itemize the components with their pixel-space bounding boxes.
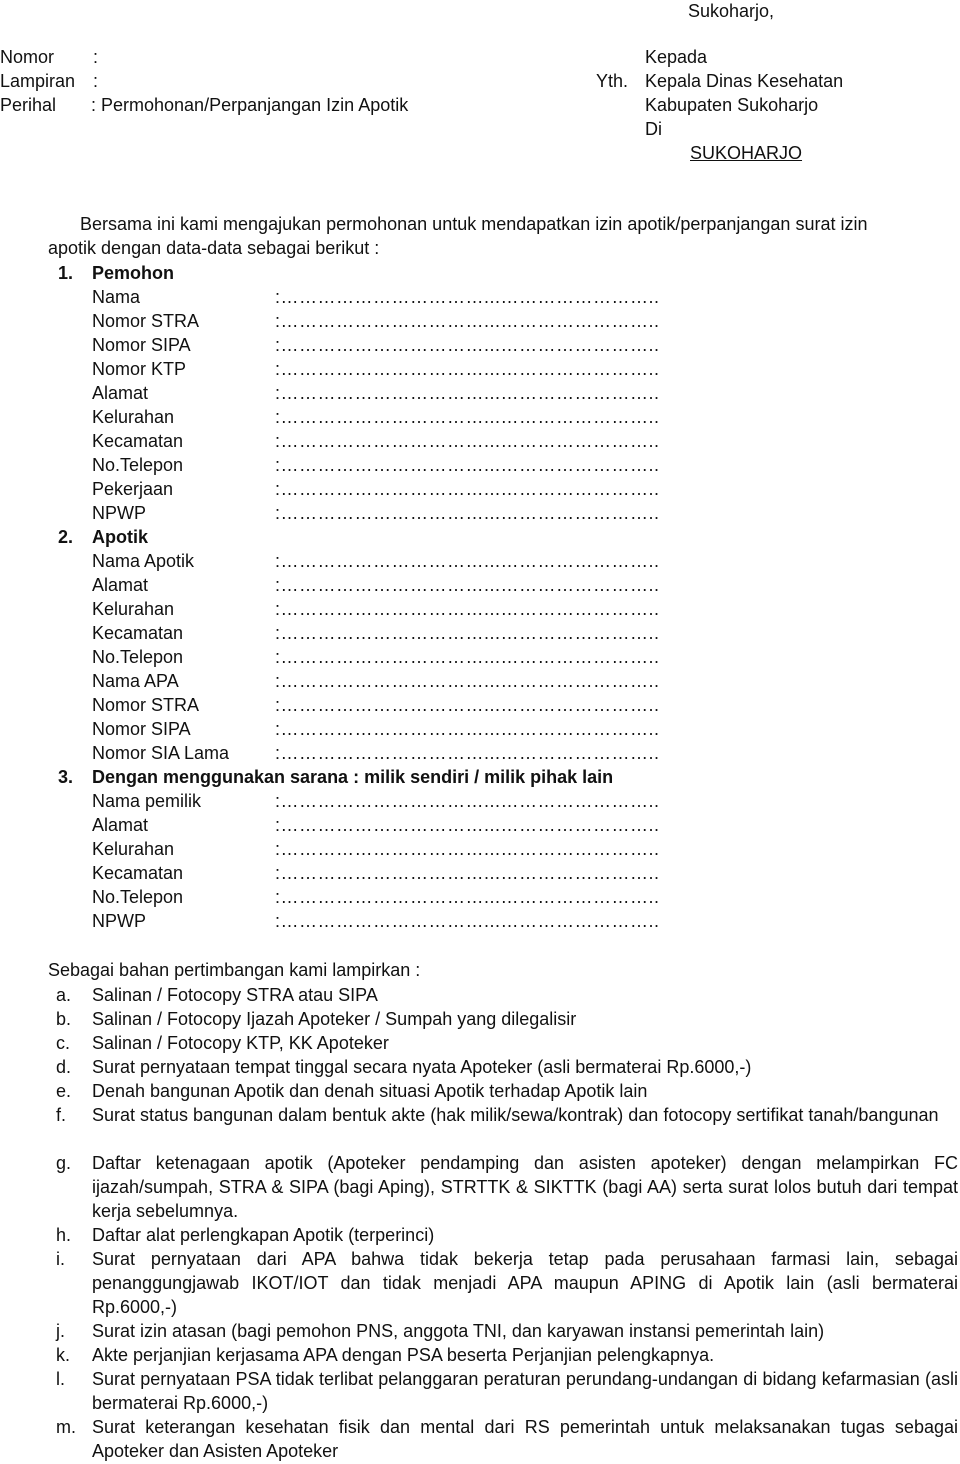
place-date: Sukoharjo, (688, 1, 775, 21)
nomor-colon: : (93, 47, 99, 67)
field-fill-line[interactable]: :……………………………...…………………….. (275, 407, 660, 427)
field-fill-line[interactable]: :……………………………...…………………….. (275, 383, 660, 403)
attachment-letter: h. (56, 1225, 72, 1245)
kepada: Kepada (645, 47, 708, 67)
attachment-text: Surat keterangan kesehatan fisik dan mental dari RS pemerintah untuk melaksanakan tugas sebagai Apoteker dan Asisten Apoteker (92, 1417, 958, 1461)
field-label: Nomor SIPA (92, 335, 191, 355)
field-label: Alamat (92, 383, 149, 403)
yth: Yth. (596, 71, 629, 91)
field-label: Nama pemilik (92, 791, 202, 811)
lampiran-label: Lampiran (0, 71, 76, 91)
field-label: Kelurahan (92, 839, 175, 859)
field-label: Kelurahan (92, 599, 175, 619)
field-fill-line[interactable]: :……………………………...…………………….. (275, 551, 660, 571)
field-fill-line[interactable]: :……………………………...…………………….. (275, 839, 660, 859)
field-fill-line[interactable]: :……………………………...…………………….. (275, 287, 660, 307)
field-label: Nama Apotik (92, 551, 195, 571)
field-label: Kecamatan (92, 623, 184, 643)
field-fill-line[interactable]: :……………………………...…………………….. (275, 575, 660, 595)
field-fill-line[interactable]: :……………………………...…………………….. (275, 503, 660, 523)
field-fill-line[interactable]: :……………………………...…………………….. (275, 719, 660, 739)
field-label: Nomor SIPA (92, 719, 191, 739)
field-label: No.Telepon (92, 887, 184, 907)
field-fill-line[interactable]: :……………………………...…………………….. (275, 479, 660, 499)
lampiran-colon: : (93, 71, 99, 91)
attachment-letter: d. (56, 1057, 72, 1077)
field-label: Nomor STRA (92, 695, 200, 715)
attachment-text: Salinan / Fotocopy STRA atau SIPA (92, 985, 378, 1005)
attachment-letter: b. (56, 1009, 72, 1029)
field-label: Alamat (92, 575, 149, 595)
field-label: No.Telepon (92, 455, 184, 475)
city: SUKOHARJO (690, 143, 803, 163)
field-label: Kecamatan (92, 431, 184, 451)
field-fill-line[interactable]: :……………………………...…………………….. (275, 671, 660, 691)
attachment-letter: c. (56, 1033, 71, 1053)
field-fill-line[interactable]: :……………………………...…………………….. (275, 455, 660, 475)
attachment-text: Salinan / Fotocopy Ijazah Apoteker / Sumpah yang dilegalisir (92, 1009, 577, 1029)
attachment-letter: f. (56, 1105, 67, 1125)
perihal-label: Perihal (0, 95, 57, 115)
field-fill-line[interactable]: :……………………………...…………………….. (275, 599, 660, 619)
field-fill-line[interactable]: :……………………………...…………………….. (275, 431, 660, 451)
attachment-letter: k. (56, 1345, 71, 1365)
recipient-line-2: Kabupaten Sukoharjo (645, 95, 819, 115)
intro-line-2: apotik dengan data-data sebagai berikut : (48, 238, 380, 258)
attachment-letter: a. (56, 985, 72, 1005)
field-label: Nama (92, 287, 141, 307)
attachment-text: Surat pernyataan PSA tidak terlibat pelanggaran peraturan perundang-undangan di bidang kefarmasian (asli bermaterai Rp.6000,-) (92, 1369, 958, 1413)
field-label: Nomor KTP (92, 359, 187, 379)
attachment-text: Daftar ketenagaan apotik (Apoteker pendamping dan asisten apoteker) dengan melampirkan FC ijazah/sumpah, STRA & SIPA (bagi Aping), STRTTK & SIKTTK (bagi AA) serta surat lolos butuh dari tempat kerja sebelumnya. (92, 1153, 958, 1221)
attachment-letter: i. (56, 1249, 65, 1269)
field-label: Alamat (92, 815, 149, 835)
field-fill-line[interactable]: :……………………………...…………………….. (275, 743, 660, 763)
attachment-text: Surat pernyataan dari APA bahwa tidak bekerja tetap pada perusahaan farmasi lain, sebagai penanggungjawab IKOT/IOT dan tidak menjadi APA maupun APING di Apotik lain (asli bermaterai Rp.6000,-) (92, 1249, 958, 1317)
field-fill-line[interactable]: :……………………………...…………………….. (275, 863, 660, 883)
di: Di (645, 119, 662, 139)
field-fill-line[interactable]: :……………………………...…………………….. (275, 647, 660, 667)
perihal-value: : Permohonan/Perpanjangan Izin Apotik (91, 95, 409, 115)
field-label: No.Telepon (92, 647, 184, 667)
attachment-text: Surat izin atasan (bagi pemohon PNS, anggota TNI, dan karyawan instansi pemerintah lain) (92, 1321, 825, 1341)
attachment-letter: e. (56, 1081, 72, 1101)
field-fill-line[interactable]: :……………………………...…………………….. (275, 335, 660, 355)
section-number: 2. (58, 527, 74, 547)
section-title: Pemohon (92, 263, 175, 283)
field-label: NPWP (92, 911, 146, 931)
field-label: Kecamatan (92, 863, 184, 883)
field-fill-line[interactable]: :……………………………...…………………….. (275, 815, 660, 835)
attachment-letter: g. (56, 1153, 72, 1173)
field-label: NPWP (92, 503, 146, 523)
attachment-letter: l. (56, 1369, 65, 1389)
field-fill-line[interactable]: :……………………………...…………………….. (275, 623, 660, 643)
recipient-line-1: Kepala Dinas Kesehatan (645, 71, 844, 91)
attachment-letter: m. (56, 1417, 76, 1437)
attachment-text: Surat pernyataan tempat tinggal secara nyata Apoteker (asli bermaterai Rp.6000,-) (92, 1057, 752, 1077)
section-number: 3. (58, 767, 74, 787)
field-fill-line[interactable]: :……………………………...…………………….. (275, 695, 660, 715)
field-fill-line[interactable]: :……………………………...…………………….. (275, 359, 660, 379)
field-label: Nama APA (92, 671, 179, 691)
field-fill-line[interactable]: :……………………………...…………………….. (275, 911, 660, 931)
nomor-label: Nomor (0, 47, 55, 67)
field-fill-line[interactable]: :……………………………...…………………….. (275, 311, 660, 331)
attachments-intro: Sebagai bahan pertimbangan kami lampirkan : (48, 960, 421, 980)
field-label: Pekerjaan (92, 479, 174, 499)
attachment-text: Salinan / Fotocopy KTP, KK Apoteker (92, 1033, 389, 1053)
attachment-text: Daftar alat perlengkapan Apotik (terperinci) (92, 1225, 435, 1245)
field-label: Nomor STRA (92, 311, 200, 331)
field-label: Kelurahan (92, 407, 175, 427)
section-title: Apotik (92, 527, 148, 547)
field-label: Nomor SIA Lama (92, 743, 230, 763)
attachment-text: Denah bangunan Apotik dan denah situasi Apotik terhadap Apotik lain (92, 1081, 648, 1101)
section-number: 1. (58, 263, 74, 283)
intro-line-1: Bersama ini kami mengajukan permohonan untuk mendapatkan izin apotik/perpanjangan surat izin (80, 214, 868, 234)
section-title: Dengan menggunakan sarana : milik sendiri / milik pihak lain (92, 767, 614, 787)
field-fill-line[interactable]: :……………………………...…………………….. (275, 887, 660, 907)
attachment-letter: j. (56, 1321, 65, 1341)
field-fill-line[interactable]: :……………………………...…………………….. (275, 791, 660, 811)
attachment-text: Surat status bangunan dalam bentuk akte (hak milik/sewa/kontrak) dan fotocopy sertifikat tanah/bangunan (92, 1105, 939, 1125)
attachment-text: Akte perjanjian kerjasama APA dengan PSA beserta Perjanjian pelengkapnya. (92, 1345, 715, 1365)
